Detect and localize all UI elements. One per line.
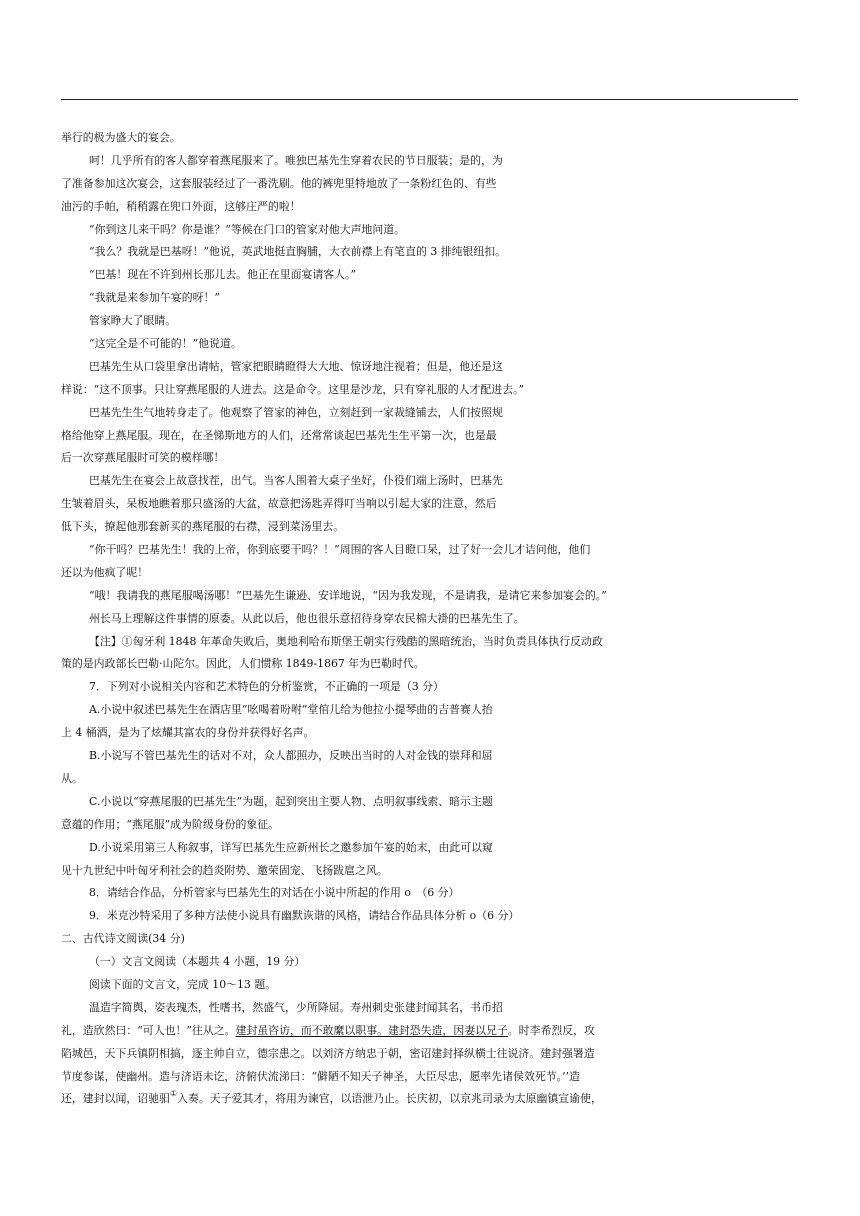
text-line: 呵！几乎所有的客人都穿着燕尾服来了。唯独巴基先生穿着农民的节日服装；是的，为 bbox=[89, 153, 503, 167]
text-line: B.小说写不管巴基先生的话对不对，众人都照办，反映出当时的人对金钱的崇拜和屈 bbox=[89, 749, 493, 763]
header-rule bbox=[61, 99, 798, 100]
text-line: 陷城邑，天下兵镇阴相搞，逐主帅自立，德宗患之。以刘济方纳忠于朝，密诏建封择纵横士往说济。建封强署造 bbox=[61, 1046, 595, 1060]
text-line: 巴基先生在宴会上故意找茬，出气。当客人围着大桌子坐好，仆役们端上汤时，巴基先 bbox=[89, 474, 503, 488]
text-line: 举行的极为盛大的宴会。 bbox=[61, 131, 181, 144]
line-segment: 入奏。天子爱其才，将用为谏官，以语泄乃止。长庆初，以京兆司录为太原幽镇宣谕使， bbox=[177, 1092, 602, 1106]
text-line: A.小说中叙述巴基先生在酒店里“吆喝着吩咐”堂倌儿给为他拉小提琴曲的吉普赛人抬 bbox=[89, 703, 493, 717]
text-line: “这完全是不可能的！”他说道。 bbox=[89, 337, 242, 351]
footnote-marker: ① bbox=[169, 1089, 178, 1099]
text-line: “哦！我请我的燕尾服喝汤哪！”巴基先生谦逊、安详地说，“因为我发现，不是请我，是请它来参加宴会的。” bbox=[89, 588, 607, 602]
text-line-underlined bbox=[61, 1020, 801, 1043]
text-line: 低下头，撩起他那套新买的燕尾服的右襟，浸到菜汤里去。 bbox=[61, 520, 345, 534]
text-line: 油污的手帕，稍稍露在兜口外面，这够庄严的啦！ bbox=[61, 199, 301, 213]
underlined-sentence: 建封虽咨访，而不敢縻以职事。建封恐失造，因妻以兄子 bbox=[235, 1023, 508, 1037]
text-line: 阅读下面的文言文，完成 10～13 题。 bbox=[89, 977, 277, 991]
text-line: 【注】①匈牙利 1848 年革命失败后，奥地利哈布斯堡王朝实行残酷的黑暗统治，当时负责具体执行反动政 bbox=[89, 634, 603, 648]
text-line: （一）文言文阅读（本题共 4 小题，19 分） bbox=[89, 955, 306, 969]
text-line: 9．米克沙特采用了多种方法使小说具有幽默诙谐的风格，请结合作品具体分析 o（6 分） bbox=[89, 909, 520, 923]
text-line: 还以为他疯了呢！ bbox=[61, 565, 149, 579]
text-line: 二、古代诗文阅读(34 分) bbox=[61, 932, 185, 946]
text-line: 了准备参加这次宴会，这套服装经过了一番洗刷。他的裤兜里特地放了一条粉红色的、有些 bbox=[61, 176, 497, 190]
text-line: 上 4 桶酒，是为了炫耀其富农的身份并获得好名声。 bbox=[61, 726, 315, 740]
text-line: D.小说采用第三人称叙事，详写巴基先生应新州长之邀参加午宴的始末，由此可以窥 bbox=[89, 840, 493, 854]
document-body bbox=[61, 127, 801, 1111]
line-segment: 还，建封以闻，诏驰驲 bbox=[61, 1092, 170, 1106]
text-line: “我么？我就是巴基呀！”他说，英武地挺直胸脯，大衣前襟上有笔直的 3 排纯银纽扣。 bbox=[89, 245, 507, 259]
line-segment: 礼，造欣然曰：“可人也！”往从之。 bbox=[61, 1023, 236, 1037]
text-line: “我就是来参加午宴的呀！” bbox=[89, 291, 220, 305]
text-line: 生皱着眉头，呆板地瞧着那只盛汤的大盆，故意把汤匙弄得叮当响以引起大家的注意，然后 bbox=[61, 497, 497, 511]
text-line: 格给他穿上燕尾服。现在，在圣悌斯地方的人们，还常常谈起巴基先生生平第一次，也是最 bbox=[61, 428, 497, 442]
text-line: “你到这儿来干吗？你是谁？”等候在门口的管家对他大声地问道。 bbox=[89, 222, 406, 236]
text-line: 巴基先生从口袋里拿出请帖，管家把眼睛瞪得大大地、惊讶地注视着；但是，他还是这 bbox=[89, 359, 503, 373]
text-line: C.小说以“穿燕尾服的巴基先生”为题，起到突出主要人物、点明叙事线索、暗示主题 bbox=[89, 794, 493, 808]
text-line: 从。 bbox=[61, 771, 83, 785]
text-lines bbox=[61, 127, 801, 1020]
text-line: 州长马上理解这件事情的原委。从此以后，他也很乐意招待身穿农民棉大褂的巴基先生了。 bbox=[89, 611, 525, 625]
text-line: 样说：“这不顶事。只让穿燕尾服的人进去。这是命令。这里是沙龙，只有穿礼服的人才配进去。” bbox=[61, 382, 525, 396]
line-segment: 。时李希烈反，攻 bbox=[507, 1023, 595, 1037]
text-line: “巴基！现在不许到州长那儿去。他正在里面宴请客人。” bbox=[89, 268, 357, 282]
text-line-footnote bbox=[61, 1088, 801, 1111]
text-lines-tail bbox=[61, 1043, 801, 1089]
text-line: 巴基先生生气地转身走了。他观察了管家的神色，立刻赶到一家裁缝铺去，人们按照规 bbox=[89, 405, 503, 419]
text-line: 7．下列对小说相关内容和艺术特色的分析鉴赏，不正确的一项是（3 分） bbox=[89, 680, 444, 694]
text-line: 意蕴的作用；“燕尾服”成为阶级身份的象征。 bbox=[61, 817, 280, 831]
text-line: 温造字简舆，姿表瑰杰，性嗜书，然盛气，少所降屈。寿州刺史张建封闻其名，书币招 bbox=[89, 1000, 503, 1014]
text-line: 后一次穿燕尾服时可笑的模样哪！ bbox=[61, 451, 225, 465]
text-line: 节度参谋，使幽州。造与济语未讫，济俯伏流涕曰：“僻陋不知天子神圣，大臣尽忠，愿率先诸侯效死节。’’造 bbox=[61, 1069, 580, 1083]
text-line: “你干吗？巴基先生！我的上帝，你到底要干吗？！”周围的客人目瞪口呆，过了好一会儿才诘问他，他们 bbox=[89, 543, 591, 557]
text-line: 8．请结合作品，分析管家与巴基先生的对话在小说中所起的作用 o （6 分） bbox=[89, 886, 460, 900]
text-line: 见十九世纪中叶匈牙利社会的趋炎附势、邀荣固宠、飞扬跋扈之风。 bbox=[61, 863, 388, 877]
text-line: 管家睁大了眼睛。 bbox=[89, 314, 177, 328]
text-line: 策的是内政部长巴勒·山陀尔。因此，人们惯称 1849-1867 年为巴勒时代。 bbox=[61, 657, 425, 671]
